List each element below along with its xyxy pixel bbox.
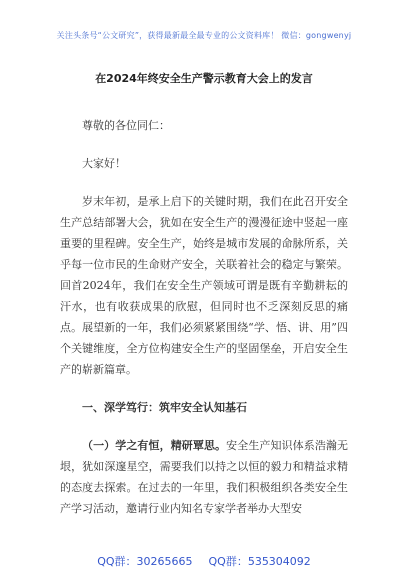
greeting: 大家好！ — [82, 157, 126, 170]
section-heading-1: 一、深学笃行：筑牢安全认知基石 — [82, 401, 247, 414]
subsection-text-1: 安全生产知识体系浩瀚无垠，犹如深邃星空，需要我们以持之以恒的毅力和精益求精的态度去探索。在过去的一年里，我们积极组织各类安全生产学习活动，邀请行业内知名专家学者举办大型安 — [60, 439, 349, 515]
document-title: 在2024年终安全生产警示教育大会上的发言 — [95, 72, 313, 85]
header-promo-note: 关注头条号“公文研究”，获得最新最全最专业的公文资料库！ 微信：gongwenyj — [56, 31, 352, 40]
footer-contact — [0, 553, 408, 569]
footer-qq-group-1: QQ群：30265665 — [97, 555, 193, 568]
footer-qq-group-2: QQ群：535304092 — [208, 555, 311, 568]
intro-paragraph: 岁末年初，是承上启下的关键时期，我们在此召开安全生产总结部署大会，犹如在安全生产的漫漫征途中竖起一座重要的里程碑。安全生产，始终是城市发展的命脉所系，关乎每一位市民的生命财产安全，关联着社会的稳定与繁荣。回首2024年，我们在安全生产领域可谓是既有辛勤耕耘的汗水，也有收获成果的欣慰，但同时也不乏深刻反思的痛点。展望新的一年，我们必须紧紧围绕“学、悟、讲、用”四个关键维度，全方位构建安全生产的坚固堡垒，开启安全生产的崭新篇章。 — [60, 195, 348, 376]
subsection-heading-1: （一）学之有恒，精研覃思。 — [82, 439, 227, 452]
subsection-paragraph-1 — [60, 435, 348, 519]
salutation: 尊敬的各位同仁： — [82, 119, 170, 132]
document-body — [60, 115, 348, 519]
